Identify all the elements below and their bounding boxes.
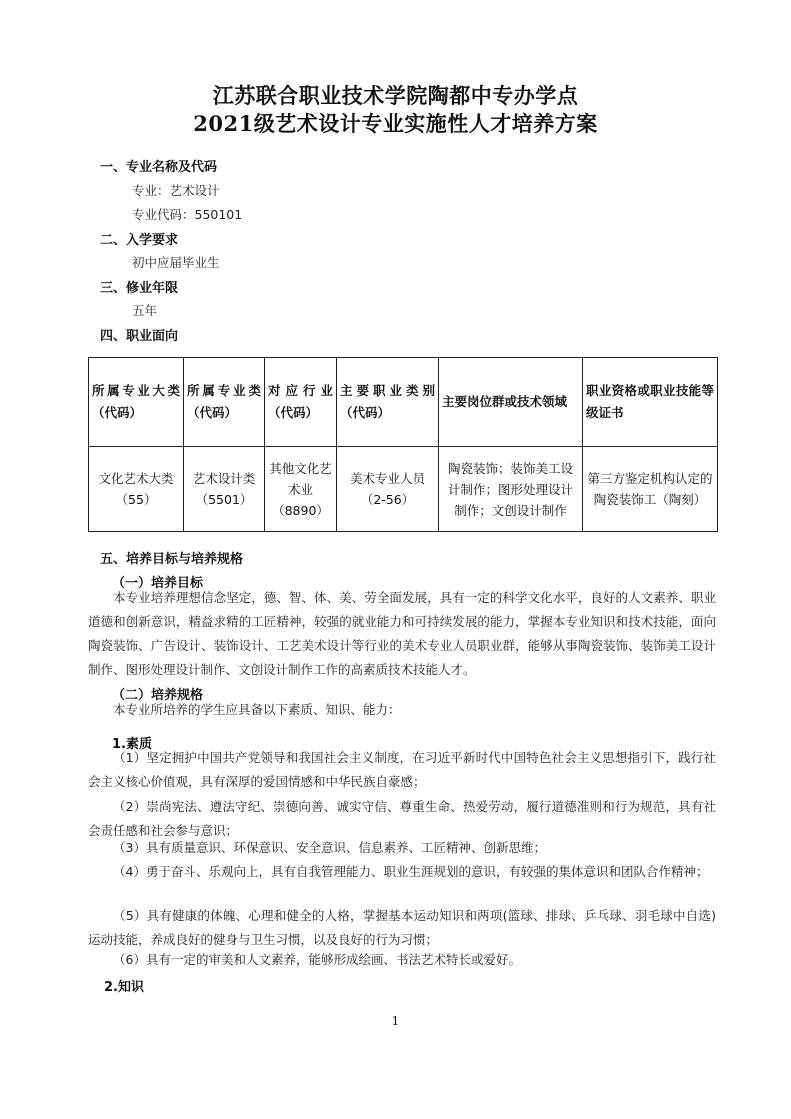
major-name: 专业：艺术设计: [132, 183, 220, 198]
table-header-cell: 主要岗位群或技术领域: [439, 358, 583, 447]
table-header-cell: 所属专业大类（代码）: [89, 358, 184, 447]
section-4-heading: 四、职业面向: [100, 329, 179, 344]
study-duration: 五年: [132, 303, 158, 318]
table-cell: 陶瓷装饰；装饰美工设计制作；图形处理设计制作；文创设计制作: [439, 447, 583, 532]
table-header-cell: 职业资格或职业技能等级证书: [583, 358, 718, 447]
section-5-heading: 五、培养目标与培养规格: [100, 552, 244, 567]
table-header-cell: 主要职业类别（代码）: [337, 358, 439, 447]
table-cell: 文化艺术大类（55）: [89, 447, 184, 532]
quality-item: （1）坚定拥护中国共产党领导和我国社会主义制度，在习近平新时代中国特色社会主义思想指引下，践行社会主义核心价值观，具有深厚的爱国情感和中华民族自豪感；: [88, 750, 716, 789]
training-goal-paragraph: 本专业培养理想信念坚定，德、智、体、美、劳全面发展，具有一定的科学文化水平，良好的人文素养、职业道德和创新意识，精益求精的工匠精神，较强的就业能力和可持续发展的能力，掌握本专业知识和技术技能，面向陶瓷装饰、广告设计、装饰设计、工艺美术设计等行业的美术专业人员职业群，能够从事陶瓷装饰、装饰美工设计制作、图形处理设计制作、文创设计制作工作的高素质技术技能人才。: [88, 590, 716, 677]
quality-item: （4）勇于奋斗、乐观向上，具有自我管理能力、职业生涯规划的意识，有较强的集体意识和团队合作精神；: [113, 864, 709, 879]
table-header-row: [89, 358, 718, 447]
table-row: [89, 447, 718, 532]
major-code: 专业代码：550101: [132, 207, 243, 222]
quality-item: （6）具有一定的审美和人文素养，能够形成绘画、书法艺术特长或爱好。: [113, 952, 521, 967]
table-cell: 第三方鉴定机构认定的陶瓷装饰工（陶刻）: [583, 447, 718, 532]
table-cell: 其他文化艺术业（8890）: [265, 447, 337, 532]
quality-item: （2）崇尚宪法、遵法守纪、崇德向善、诚实守信、尊重生命、热爱劳动，履行道德准则和行为规范，具有社会责任感和社会参与意识；: [88, 799, 716, 838]
spec-intro: 本专业所培养的学生应具备以下素质、知识、能力：: [113, 702, 401, 717]
table-header-cell: 所属专业类（代码）: [184, 358, 265, 447]
section-2-heading: 二、入学要求: [100, 233, 179, 248]
table-cell: 美术专业人员（2-56）: [337, 447, 439, 532]
quality-item: （3）具有质量意识、环保意识、安全意识、信息素养、工匠精神、创新思维；: [113, 840, 546, 855]
page-number: 1: [391, 1014, 400, 1028]
subsection-goal-heading: （一）培养目标: [112, 576, 204, 591]
knowledge-heading: 2.知识: [104, 980, 144, 995]
career-orientation-table: [88, 357, 718, 532]
table-header-cell: 对应行业（代码）: [265, 358, 337, 447]
quality-heading: 1.素质: [112, 737, 152, 752]
subsection-spec-heading: （二）培养规格: [112, 688, 204, 703]
quality-item: （5）具有健康的体魄、心理和健全的人格，掌握基本运动知识和两项(篮球、排球、乒乓球、羽毛球中自选)运动技能，养成良好的健身与卫生习惯，以及良好的行为习惯；: [88, 908, 716, 947]
document-title-line1: 江苏联合职业技术学院陶都中专办学点: [212, 83, 579, 108]
table-cell: 艺术设计类（5501）: [184, 447, 265, 532]
admission-requirement: 初中应届毕业生: [132, 255, 220, 270]
section-3-heading: 三、修业年限: [100, 281, 179, 296]
section-1-heading: 一、专业名称及代码: [100, 160, 218, 175]
document-title-line2: 2021级艺术设计专业实施性人才培养方案: [193, 111, 598, 136]
